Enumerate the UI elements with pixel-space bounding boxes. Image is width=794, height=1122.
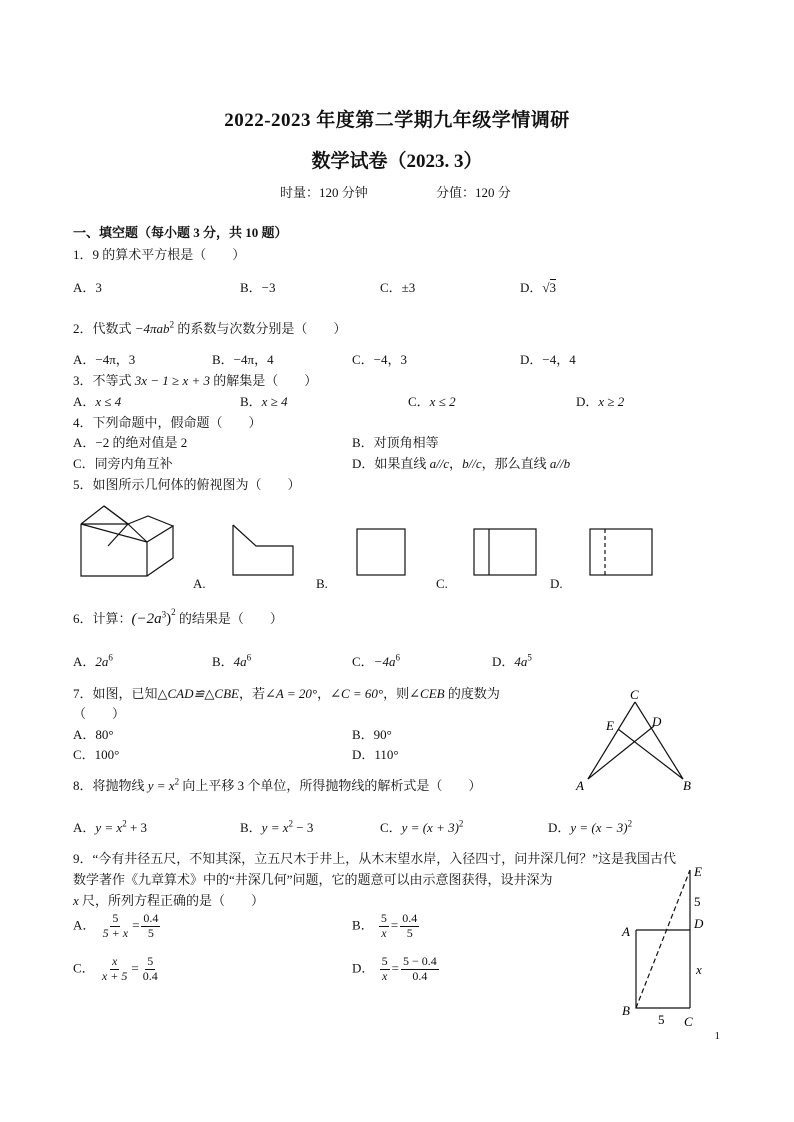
q2-option-c: C．−4，3 xyxy=(352,352,408,367)
sqrt-symbol-icon: √ xyxy=(542,280,550,295)
q2-stem-post: 的系数与次数分别是（ ） xyxy=(174,321,347,336)
q4-option-c: C．同旁内角互补 xyxy=(73,456,173,471)
q5-option-d-figure xyxy=(589,528,653,576)
q3-stem-post: 的解集是（ ） xyxy=(210,373,318,388)
q1-option-b: B．−3 xyxy=(240,280,276,295)
q3-option-c: C．x ≤ 2 xyxy=(408,394,456,409)
q9-option-b: B． $\frac{5}{x}$ = $\frac{0.4}{5}$ xyxy=(352,911,418,940)
exam-subtitle: 数学试卷（2023. 3） xyxy=(311,151,483,172)
q3-stem xyxy=(73,370,317,389)
q7-label-b: B xyxy=(683,778,691,793)
q9-label-a: A xyxy=(622,924,630,939)
q9-label-e: E xyxy=(694,864,702,879)
q1-d-prefix: D． xyxy=(520,280,543,295)
q5-solid-figure xyxy=(78,502,188,582)
q2-exponent: 2 xyxy=(169,319,175,330)
q9-line-2: 数学著作《九章算术》中的“井深几何”问题，它的题意可以由示意图获得，设井深为 xyxy=(73,872,553,887)
q7-blank: （ ） xyxy=(73,706,126,721)
q6-option-b: B．$4a^6$ xyxy=(212,652,252,669)
q3-stem-pre: 3．不等式 xyxy=(73,373,135,388)
q9-option-a: A． $\frac{5}{5 + x}$ = $\frac{0.4}{5}$ xyxy=(73,911,159,940)
q1-option-d xyxy=(520,277,556,296)
q9-label-c: C xyxy=(684,1014,693,1029)
q4-option-a: A．−2 的绝对值是 2 xyxy=(73,435,188,450)
q8-stem: 8．将抛物线 $y = x^2$ 向上平移 3 个单位，所得抛物线的解析式是（ ） xyxy=(73,776,482,793)
q2-expression: −4πab xyxy=(134,321,170,336)
q9-line-1: 9．“今有井径五尺，不知其深，立五尺木于井上，从木末望水岸，入径四寸，问井深几何？”这是我国古代 xyxy=(73,851,677,866)
q6-option-d: D．$4a^5$ xyxy=(492,652,532,669)
q4-option-b: B．对顶角相等 xyxy=(352,435,439,450)
q2-option-b: B．−4π，4 xyxy=(212,352,274,367)
page-number: 1 xyxy=(714,1030,720,1042)
section-heading: 一、填空题（每小题 3 分，共 10 题） xyxy=(73,225,288,240)
exam-score: 分值：120 分 xyxy=(436,185,511,200)
q2-option-a: A．−4π，3 xyxy=(73,352,136,367)
q9-line-3: x 尺，所列方程正确的是（ ） xyxy=(73,893,265,908)
q6-option-c: C．$-4a^6$ xyxy=(352,652,400,669)
q8-option-c: C．$y = (x + 3)^2$ xyxy=(380,818,464,835)
q9-option-d: D． $\frac{5}{x}$ = $\frac{5 - 0.4}{0.4}$ xyxy=(352,954,437,983)
q5-stem: 5．如图所示几何体的俯视图为（ ） xyxy=(73,477,301,492)
q9-label-x: x xyxy=(696,962,702,977)
q9-label-5-top: 5 xyxy=(694,894,701,909)
q1-option-c: C．±3 xyxy=(380,280,416,295)
q2-stem xyxy=(73,318,346,337)
q1-d-radicand: 3 xyxy=(549,280,557,295)
q7-label-e: E xyxy=(606,718,614,733)
q3-option-d: D．x ≥ 2 xyxy=(576,394,625,409)
q7-option-b: B．90° xyxy=(352,727,392,742)
q6-stem: 6．计算：$(-2a^3)^2$ 的结果是（ ） xyxy=(73,606,283,627)
q9-label-b: B xyxy=(622,1003,630,1018)
q7-option-d: D．110° xyxy=(352,747,399,762)
q9-label-d: D xyxy=(694,916,704,931)
q3-inequality: 3x − 1 ≥ x + 3 xyxy=(134,373,210,388)
q5-option-d-label: D. xyxy=(550,576,563,591)
q5-option-a-label: A. xyxy=(193,576,206,591)
q2-stem-pre: 2．代数式 xyxy=(73,321,135,336)
q3-option-a: A．x ≤ 4 xyxy=(73,394,122,409)
q9-label-5-bottom: 5 xyxy=(658,1012,665,1027)
q7-option-a: A．80° xyxy=(73,727,114,742)
q7-stem: 7．如图，已知△CAD≌△CBE，若∠A = 20°，∠C = 60°，则∠CEB 的度数为 xyxy=(73,686,500,701)
q8-option-a: A．$y = x^2 + 3$ xyxy=(73,818,148,835)
q4-stem: 4．下列命题中，假命题（ ） xyxy=(73,415,262,430)
q6-expression: (−2a xyxy=(131,611,162,627)
q8-option-d: D．$y = (x - 3)^2$ xyxy=(548,818,633,835)
q5-option-b-label: B. xyxy=(316,576,328,591)
q9-well-figure xyxy=(614,862,714,1032)
q1-stem: 1．9 的算术平方根是（ ） xyxy=(73,247,246,262)
q2-option-d: D．−4，4 xyxy=(520,352,576,367)
q6-option-a: A．$2a^6$ xyxy=(73,652,113,669)
q5-option-b-figure xyxy=(356,528,406,576)
q7-label-d: D xyxy=(652,714,662,729)
exam-title: 2022-2023 年度第二学期九年级学情调研 xyxy=(224,110,570,131)
q5-option-c-figure xyxy=(473,528,537,576)
q7-triangle-figure xyxy=(570,684,700,794)
q4-option-d: D．如果直线 a//c，b//c，那么直线 a//b xyxy=(352,456,571,471)
q5-option-c-label: C. xyxy=(436,576,448,591)
q9-option-c: C． $\frac{x}{x + 5}$ = $\frac{5}{0.4}$ xyxy=(73,954,158,983)
q7-label-a: A xyxy=(576,778,584,793)
q5-option-a-figure xyxy=(232,524,294,576)
exam-time: 时量：120 分钟 xyxy=(280,185,368,200)
q7-option-c: C．100° xyxy=(73,747,120,762)
q8-option-b: B．$y = x^2 - 3$ xyxy=(240,818,314,835)
q7-label-c: C xyxy=(630,687,639,702)
q3-option-b: B．x ≥ 4 xyxy=(240,394,288,409)
q1-option-a: A．3 xyxy=(73,280,102,295)
